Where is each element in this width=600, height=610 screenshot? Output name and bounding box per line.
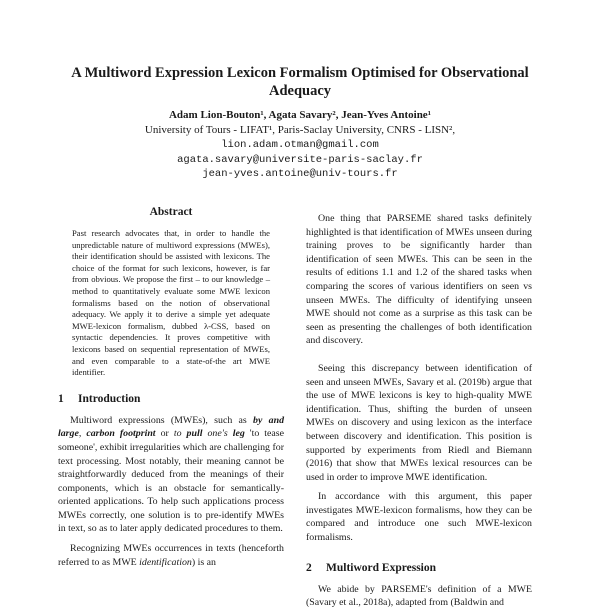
mwe-example: leg (232, 428, 245, 440)
emphasis: identification (139, 556, 192, 568)
author-email[interactable]: jean-yves.antoine@univ-tours.fr (202, 168, 398, 180)
abstract-heading: Abstract (149, 206, 193, 218)
abstract-text: Past research advocates that, in order to handle the unpredictable nature of multiword expressions (MWEs), their identification should be assisted with lexicons. The choice of the format for such lexicons, however, is far from obvious. We propose the first – to our knowledge – method to quantitatively evaluate some MWE lexicon formalisms based on the notion of observational adequacy. We apply it to derive a simple yet adequate MWE-lexicon formalism, dubbed λ-CSS, based on syntactic dependencies. It proves competitive with lexicons based on sequential representation of MWEs, and even comparable to a state-of-the art MWE identifier. (72, 228, 270, 378)
author-names: Adam Lion-Bouton¹, Agata Savary², Jean-Yves Antoine¹ (168, 109, 431, 121)
text-run: Multiword expressions (MWEs), such as (70, 414, 254, 426)
author-block (40, 108, 560, 182)
text-run: , (78, 428, 87, 440)
body-paragraph: We abide by PARSEME's definition of a MWE (Savary et al., 2018a), adapted from (Baldwin and (306, 583, 532, 609)
mwe-example: carbon footprint (86, 428, 156, 440)
intro-paragraph-2 (58, 542, 284, 569)
section-title: Introduction (78, 392, 141, 405)
section-number: 2 (306, 561, 312, 574)
section-title: Multiword Expression (326, 561, 437, 574)
text-run: ) is an (191, 556, 216, 568)
paper-title: A Multiword Expression Lexicon Formalism Optimised for Observational Adequacy (71, 65, 529, 99)
mwe-example: one's (202, 428, 233, 440)
author-email[interactable]: agata.savary@universite-paris-saclay.fr (177, 153, 423, 166)
text-run: or (155, 428, 174, 440)
author-affiliations: University of Tours - LIFAT¹, Paris-Saclay University, CNRS - LISN², (144, 124, 456, 136)
body-paragraph: Seeing this discrepancy between identification of seen and unseen MWEs, Savary et al. (2019b) argue that the use of MWE lexicons is key to high-quality MWE identification. Thus, shifting the burden of unseen MWEs on discovery and using lexicon as the interface between discovery and identification. This position is supported by experiments from Riedl and Biemann (2016) that show that MWEs lexical resources can be used in order to improve MWE identification. (306, 362, 532, 483)
body-paragraph: In accordance with this argument, this paper investigates MWE-lexicon formalisms, how they can be compared and introduce one such MWE-lexicon formalisms. (306, 491, 532, 544)
section-heading-mwe (306, 561, 532, 575)
author-email[interactable]: lion.adam.otman@gmail.com (221, 139, 379, 151)
text-run: 'to tease someone', exhibit irregularities which are challenging for text processing. Most notably, their meaning cannot be straightforwardly deduced from the meanings of their components, which is an obstacle for semantically-oriented applications. To help such applications process MWEs correctly, one solution is to pre-identify MWEs in text, so as to later apply dedicated procedures to them. (58, 428, 285, 535)
right-column (306, 205, 532, 610)
mwe-example: by and large (58, 414, 285, 440)
left-column (58, 205, 284, 569)
mwe-example: to (173, 428, 187, 440)
intro-paragraph-1 (58, 414, 284, 536)
mwe-example: pull (186, 428, 203, 440)
body-paragraph: One thing that PARSEME shared tasks definitely highlighted is that identification of MWEs unseen during training proves to be significantly harder than identification of seen MWEs. This can be seen in the results of editions 1.1 and 1.2 of the shared tasks when comparing the scores of various identifiers on seen vs unseen MWEs. The difficulty of identifying unseen MWE should not come as a surprise as this task can be seen as presenting the challenges of both identification and discovery. (306, 213, 532, 347)
section-number: 1 (58, 392, 64, 405)
text-run: Recognizing MWEs occurrences in texts (henceforth referred to as MWE (58, 543, 284, 568)
section-heading-introduction (58, 392, 284, 406)
